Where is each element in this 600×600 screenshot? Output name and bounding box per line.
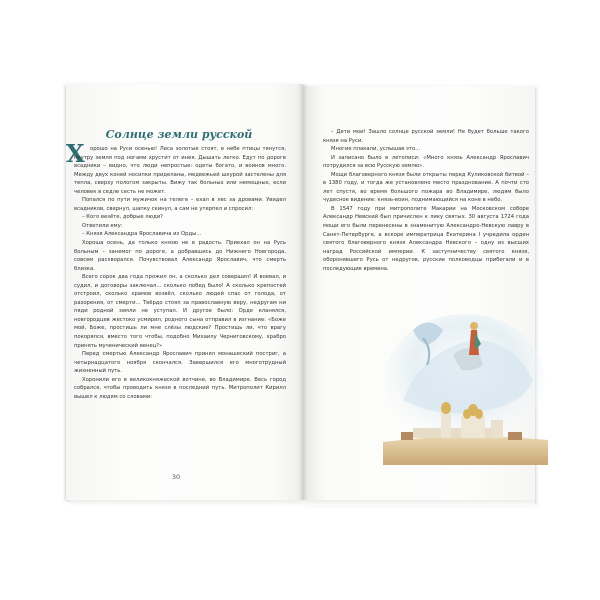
city-wall [413, 428, 503, 438]
paragraph: Хоронили его в великокняжеской вотчине, во Владимире. Весь город собрался, чтобы проводить князя в последний путь. Митрополит Кирилл вышел к людям со словами: [74, 376, 286, 400]
wooden-house [401, 432, 413, 440]
ground [383, 436, 548, 465]
paragraph: орошо на Руси осенью! Леса золотые стоят, в небе птицы тянутся, поутру земля под ногами хрустит от инея. Дышать легко. Едут по дороге всадники – видно, что люди непростые: одеты богато, и воинов много. Между двух коней носилки приделаны, медвежьей шкурой застелены для тепла, сверху пологом закрыты. Вижу так больных или немощных, если человек в седле сесть не может. [74, 146, 286, 195]
church-dome [441, 402, 451, 414]
paragraph: – Князя Александра Ярославича из Орды... [82, 231, 202, 238]
page-number: 30 [171, 473, 181, 481]
prince-halo [470, 322, 478, 330]
paragraph: Ответили ему: [82, 222, 123, 229]
cathedral [461, 416, 485, 438]
paragraph: – Дети мои! Зашло солнце русской земли! Не будет больше такого князя на Руси. [323, 129, 529, 144]
paragraph: – Кого везёте, добрые люди? [82, 214, 163, 221]
book-spine [298, 84, 308, 504]
left-page-text [74, 145, 286, 401]
paragraph: Попался по пути мужичок на телеге – ехал в лес за дровами. Увидел всадников, свернул, шапку скинул, а сам не утерпел и спросил: [74, 197, 286, 212]
cathedral-dome [468, 404, 478, 416]
right-page-text [323, 128, 529, 273]
paragraph: Многие плакали, услышав это... [331, 146, 421, 153]
wooden-house [508, 432, 522, 440]
paragraph: В 1547 году при митрополите Макарии на Московском соборе Александр Невский был причислен к лику святых. 30 августа 1724 года мощи его были перенесены в знаменитую Александро-Невскую лавру в Санкт-Петербурге, а вскоре императрица Екатерина I учредила орден святого благоверного князя Александра Невского – одну из высших наград Российской империи. К заступничеству святого князя, оборонявшего Русь от недругов, русские полководцы прибегали и в последующие времена. [323, 205, 529, 272]
paragraph: Перед смертью Александр Ярославич принял монашеский постриг, а четырнадцатого ноября скончался. Завершился его многотрудный жизненный путь. [74, 351, 286, 375]
city-building [491, 420, 503, 438]
church-tower [441, 410, 451, 438]
paragraph: Хороша осень, да только князю не в радость. Приехал он на Русь больным – занемог по дороге, а добравшись до Нижнего Новгорода, совсем расхворался. Почувствовал Александр Ярославич, что смерть близка. [74, 240, 286, 272]
paragraph: Мощи благоверного князя были открыты перед Куликовской битвой – в 1380 году, и тогда же установлено место празднование. А почти сто лет спустя, во время большого пожара во Владимире, людям было чудесное видение: князь-воин, поднимающийся на коне в небо. [323, 171, 529, 204]
paragraph: Всего сорок два года прожил он, а сколько дел совершил! И воевал, и судил, и договоры заключал... сколько побед было! А сколько крепостей отстроил, сколько храмов возвёл, сколько людей спас от голода, от разорения, от смерти... Твёрдо стоял за православную веру, недругам ни пяди родной земли не уступал. И другое было: Орде кланялся, новгородцев жестоко усмирил, родного сына отправил в изгнание: «Боже мой, Боже, простишь ли мне слёзы людские? Простишь ли, что врагу покорялся, вместо того чтобы, подобно Михаилу Черниговскому, храбро принять мученический венец?» [74, 274, 286, 349]
illustration-prince-over-city [383, 310, 548, 465]
chapter-title: Солнце земли русской [105, 128, 253, 141]
drop-cap: Х [66, 139, 85, 168]
paragraph: И записано было в летописи: «Много князь Александр Ярославич потрудился за всю Русскую землю». [323, 154, 529, 170]
page-edges [70, 500, 535, 506]
